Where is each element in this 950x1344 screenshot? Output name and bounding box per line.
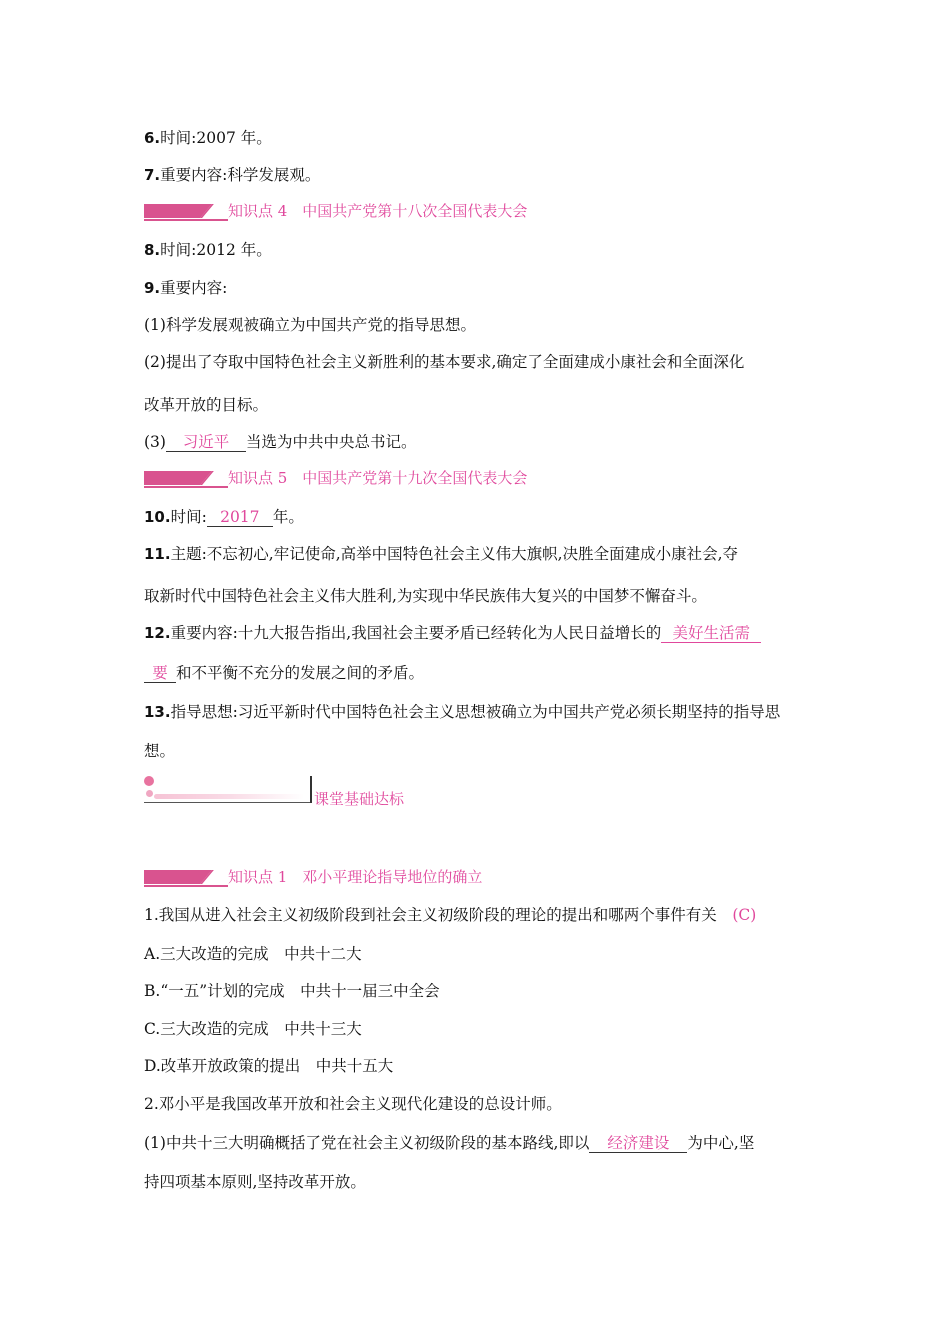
section-banner bbox=[144, 774, 444, 810]
kp-title: 知识点 4 中国共产党第十八次全国代表大会 bbox=[228, 202, 528, 220]
option-c: C.三大改造的完成 中共十三大 bbox=[144, 1020, 362, 1038]
answer-blank: 2017 bbox=[207, 508, 273, 527]
item-8: 8.时间:2012 年。 bbox=[144, 241, 272, 259]
question-1: 1.我国从进入社会主义初级阶段到社会主义初级阶段的理论的提出和哪两个事件有关 (C) bbox=[144, 906, 757, 924]
option-b: B.“一五”计划的完成 中共十一届三中全会 bbox=[144, 982, 440, 1000]
kp-title: 知识点 1 邓小平理论指导地位的确立 bbox=[228, 868, 483, 886]
answer-blank: 美好生活需 bbox=[661, 624, 761, 643]
question-2: 2.邓小平是我国改革开放和社会主义现代化建设的总设计师。 bbox=[144, 1095, 562, 1113]
item-13-cont: 想。 bbox=[144, 742, 176, 760]
item-12: 12.重要内容:十九大报告指出,我国社会主要矛盾已经转化为人民日益增长的 美好生活需 bbox=[144, 623, 761, 643]
item-7: 7.重要内容:科学发展观。 bbox=[144, 166, 321, 184]
item-6: 6.时间:2007 年。 bbox=[144, 129, 272, 147]
item-9-2-cont: 改革开放的目标。 bbox=[144, 396, 269, 414]
item-13: 13.指导思想:习近平新时代中国特色社会主义思想被确立为中国共产党必须长期坚持的指导思 bbox=[144, 703, 781, 721]
answer-choice: (C) bbox=[732, 906, 757, 924]
option-d: D.改革开放政策的提出 中共十五大 bbox=[144, 1057, 394, 1075]
item-11: 11.主题:不忘初心,牢记使命,高举中国特色社会主义伟大旗帜,决胜全面建成小康社会,夺 bbox=[144, 545, 739, 563]
answer-blank: 经济建设 bbox=[589, 1134, 687, 1153]
answer-blank: 要 bbox=[144, 664, 176, 683]
option-a: A.三大改造的完成 中共十二大 bbox=[144, 945, 362, 963]
section-title: 课堂基础达标 bbox=[314, 790, 405, 808]
decor-dot-icon bbox=[144, 776, 154, 786]
item-10: 10.时间: 2017 年。 bbox=[144, 508, 304, 526]
item-9-1: (1)科学发展观被确立为中国共产党的指导思想。 bbox=[144, 316, 476, 334]
item-9-3: (3) 习近平 当选为中共中央总书记。 bbox=[144, 433, 417, 451]
item-11-cont: 取新时代中国特色社会主义伟大胜利,为实现中华民族伟大复兴的中国梦不懈奋斗。 bbox=[144, 587, 707, 605]
kp-title: 知识点 5 中国共产党第十九次全国代表大会 bbox=[228, 469, 528, 487]
question-2-1: (1)中共十三大明确概括了党在社会主义初级阶段的基本路线,即以 经济建设 为中心,坚 bbox=[144, 1134, 755, 1152]
answer-blank: 习近平 bbox=[166, 433, 246, 452]
item-9-2: (2)提出了夺取中国特色社会主义新胜利的基本要求,确定了全面建成小康社会和全面深化 bbox=[144, 353, 745, 371]
question-2-1-cont: 持四项基本原则,坚持改革开放。 bbox=[144, 1173, 366, 1191]
item-12-cont: 要 和不平衡不充分的发展之间的矛盾。 bbox=[144, 663, 424, 683]
item-9: 9.重要内容: bbox=[144, 279, 228, 297]
